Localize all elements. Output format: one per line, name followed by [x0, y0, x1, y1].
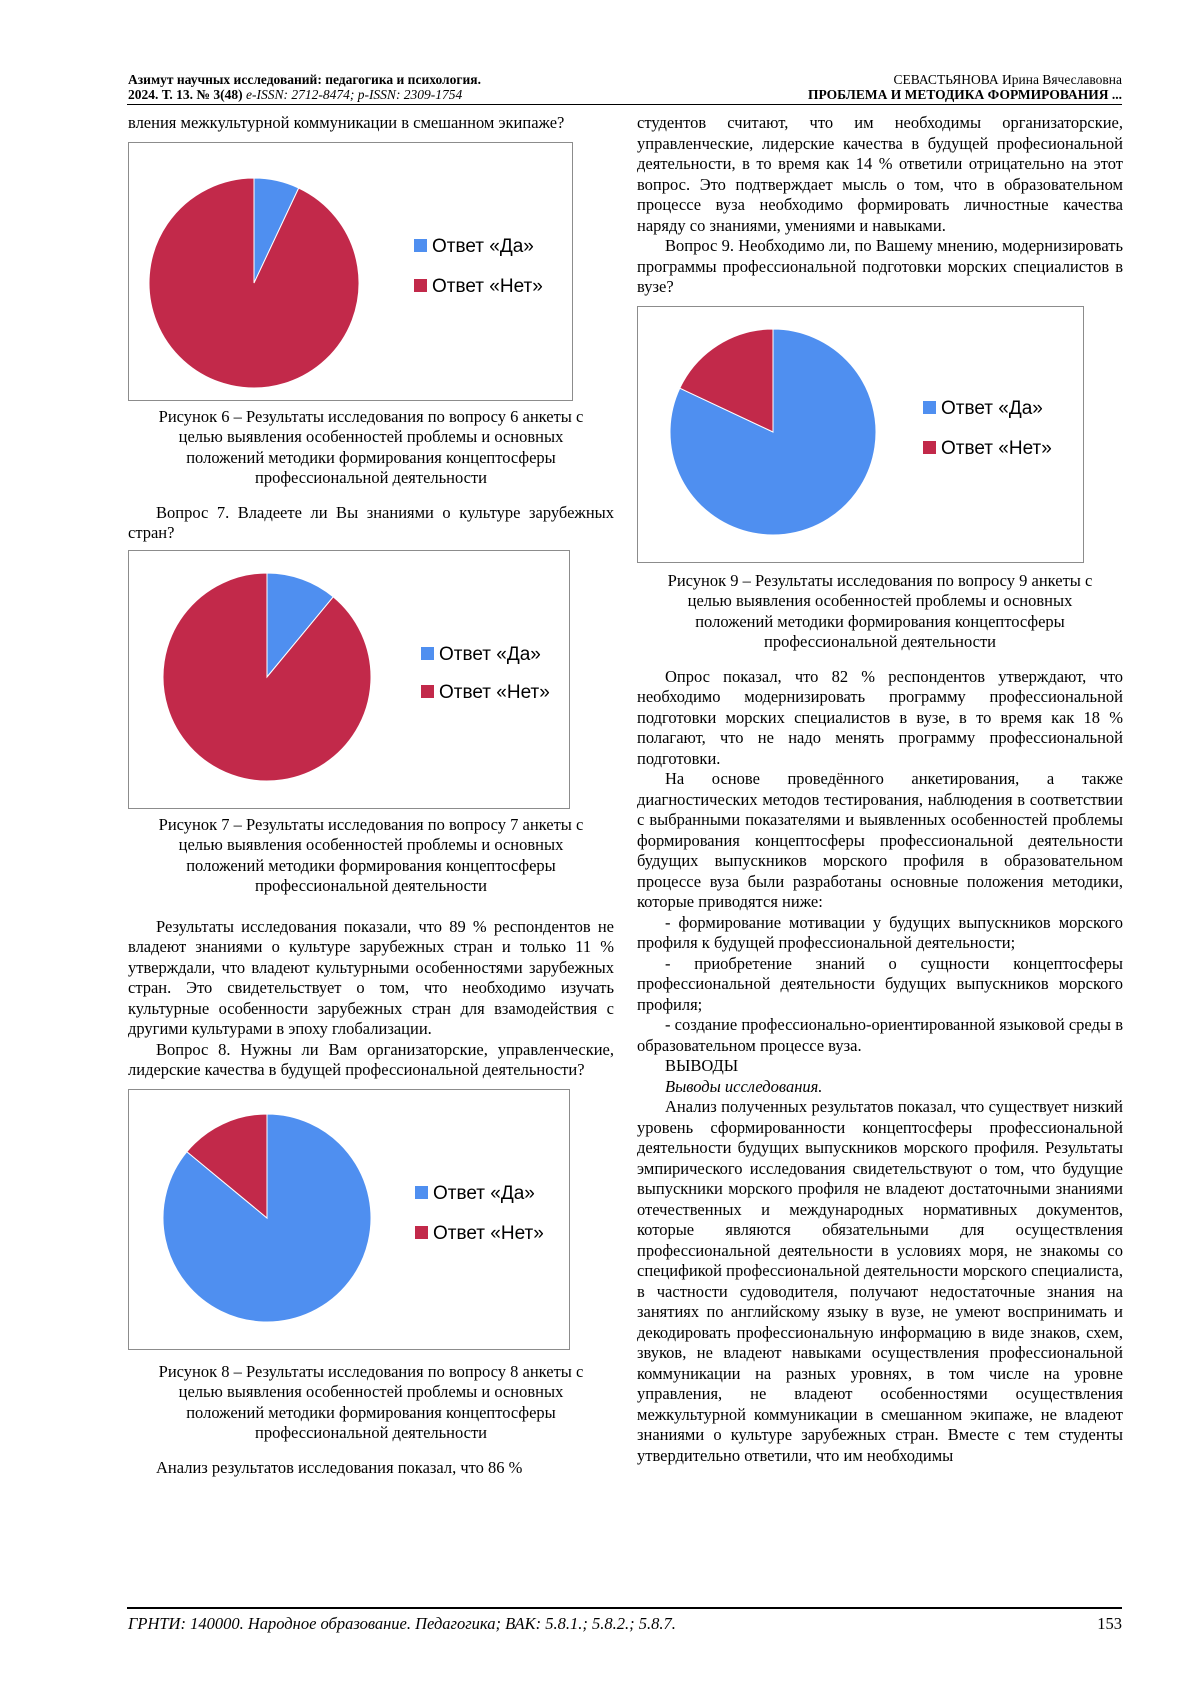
footer-classification: ГРНТИ: 140000. Народное образование. Педагогика; ВАК: 5.8.1.; 5.8.2.; 5.8.7.: [128, 1614, 676, 1633]
header-rule: [127, 104, 1122, 105]
pie-chart: [129, 143, 572, 400]
legend-swatch-no: [415, 1226, 428, 1239]
legend-swatch-no: [414, 279, 427, 292]
legend-label-yes: Ответ «Да»: [433, 1182, 535, 1204]
legend-label-no: Ответ «Нет»: [941, 437, 1052, 459]
running-header-journal: [128, 72, 481, 102]
legend-swatch-yes: [415, 1186, 428, 1199]
pie-chart: [638, 307, 1083, 562]
figure-9-caption: Рисунок 9 – Результаты исследования по вопросу 9 анкеты с целью выявления особенностей проблемы и основных положений методики формирования концептосферы профессиональной деятельности: [667, 570, 1093, 651]
paragraph: На основе проведённого анкетирования, а также диагностических методов тестирования, наблюдения в соответствии с выбранными показателями и выявленных особенностей проблемы формирования концептосферы профессиональной деятельности будущих выпускников морского профиля в образовательном процессе вуза были разработаны основные положения методики, которые приводятся ниже:: [637, 769, 1123, 911]
section-subheading: Выводы исследования.: [665, 1076, 823, 1096]
paragraph: Опрос показал, что 82 % респондентов утверждают, что необходимо модернизировать программу профессиональной подготовки морских специалистов в вузе, в то время как 18 % полагают, что не надо менять программу профессиональной подготовки.: [637, 666, 1123, 768]
paragraph: Анализ полученных результатов показал, что существует низкий уровень сформированности концептосферы профессиональной деятельности будущих выпускников морского профиля. Результаты эмпирического исследования свидетельствуют о том, что будущие выпускники морского профиля не владеют достаточными знаниями отечественных и международных нормативных документов, которые являются обязательными для осуществления профессиональной деятельности в условиях моря, не знакомы со спецификой профессиональной деятельности морского специалиста, в частности судоводителя, получают недостаточные знания на занятиях по английскому языку в вузе, не умеют воспринимать и декодировать профессиональную информацию в виде знаков, схем, звуков, не владеют навыками осуществления профессиональной коммуникации на разных уровнях, в том числе на уровне управления, не владеют особенностями осуществления межкультурной коммуникации в смешанном экипаже, не владеют знаниями о культуре зарубежных стран. Вместе с тем студенты утвердительно ответили, что им необходимы: [637, 1097, 1123, 1465]
page-number: 153: [1097, 1614, 1122, 1633]
figure-7-caption: Рисунок 7 – Результаты исследования по вопросу 7 анкеты с целью выявления особенностей проблемы и основных положений методики формирования концептосферы профессиональной деятельности: [158, 814, 584, 895]
paragraph: вления межкультурной коммуникации в смешанном экипаже?: [128, 113, 565, 132]
figure-8-chart: [128, 1089, 570, 1350]
pie-slice-no: [163, 573, 371, 781]
journal-issue: [128, 87, 481, 102]
legend-label-yes: Ответ «Да»: [432, 235, 534, 257]
journal-volume: 2024. Т. 13. № 3(48): [128, 87, 243, 102]
chart-legend: [414, 236, 543, 297]
section-heading: ВЫВОДЫ: [665, 1056, 739, 1075]
right-column: [637, 113, 1123, 1466]
author-name: СЕВАСТЬЯНОВА Ирина Вячеславовна: [893, 72, 1122, 87]
list-item: - создание профессионально-ориентированной языковой среды в образовательном процессе вуза.: [637, 1015, 1123, 1055]
figure-8-caption: Рисунок 8 – Результаты исследования по вопросу 8 анкеты с целью выявления особенностей проблемы и основных положений методики формирования концептосферы профессиональной деятельности: [158, 1361, 584, 1442]
legend-swatch-no: [923, 441, 936, 454]
question-8: Вопрос 8. Нужны ли Вам организаторские, управленческие, лидерские качества в будущей профессиональной деятельности?: [128, 1039, 614, 1079]
chart-legend: [923, 398, 1052, 459]
pie-chart: [129, 551, 569, 808]
pie-chart: [129, 1090, 569, 1349]
legend-label-no: Ответ «Нет»: [433, 1222, 544, 1244]
chart-legend: [415, 1183, 544, 1244]
legend-label-yes: Ответ «Да»: [941, 397, 1043, 419]
pie-slice-no: [149, 178, 359, 388]
paragraph: студентов считают, что им необходимы организаторские, управленческие, лидерские качества в будущей професиональной деятельности, в то время как 14 % ответили отрицательно на этот вопрос. Это подтверждает мысль о том, что в образовательном процессе вуза необходимо формировать личностные качества наряду со знаниями, умениями и навыками.: [637, 113, 1123, 235]
chart-legend: [421, 644, 550, 703]
paragraph: Анализ результатов исследования показал, что 86 %: [156, 1457, 523, 1477]
legend-label-yes: Ответ «Да»: [439, 643, 541, 665]
question-7: Вопрос 7. Владеете ли Вы знаниями о культуре зарубежных стран?: [128, 502, 614, 542]
legend-swatch-no: [421, 685, 434, 698]
article-title: ПРОБЛЕМА И МЕТОДИКА ФОРМИРОВАНИЯ ...: [808, 87, 1122, 102]
legend-label-no: Ответ «Нет»: [439, 681, 550, 703]
legend-swatch-yes: [923, 401, 936, 414]
paragraph: Результаты исследования показали, что 89 % респондентов не владеют знаниями о культуре зарубежных стран и только 11 % утверждали, что владеют культурными особенностями зарубежных стран. Это свидетельствует о том, что необходимо изучать культурные особенности зарубежных стран для взамодействия с другими культурами в эпоху глобализации.: [128, 916, 614, 1038]
running-header-article: [808, 72, 1122, 102]
journal-issn: e-ISSN: 2712-8474; p-ISSN: 2309-1754: [245, 87, 463, 102]
list-item: - формирование мотивации у будущих выпускников морского профиля к будущей профессиональной деятельности;: [637, 912, 1123, 952]
figure-9-chart: [637, 306, 1084, 563]
legend-swatch-yes: [414, 239, 427, 252]
left-column: [128, 113, 614, 1478]
list-item: - приобретение знаний о сущности концептосферы профессиональной деятельности будущих выпускников морского профиля;: [637, 953, 1123, 1014]
journal-title: Азимут научных исследований: педагогика и психология.: [128, 72, 481, 87]
figure-6-caption: Рисунок 6 – Результаты исследования по вопросу 6 анкеты с целью выявления особенностей проблемы и основных положений методики формирования концептосферы профессиональной деятельности: [158, 406, 584, 487]
legend-swatch-yes: [421, 647, 434, 660]
legend-label-no: Ответ «Нет»: [432, 275, 543, 297]
question-9: Вопрос 9. Необходимо ли, по Вашему мнению, модернизировать программы профессиональной подготовки морских специалистов в вузе?: [637, 236, 1123, 296]
figure-7-chart: [128, 550, 570, 809]
figure-6-chart: [128, 142, 573, 401]
footer-rule: [127, 1607, 1122, 1609]
